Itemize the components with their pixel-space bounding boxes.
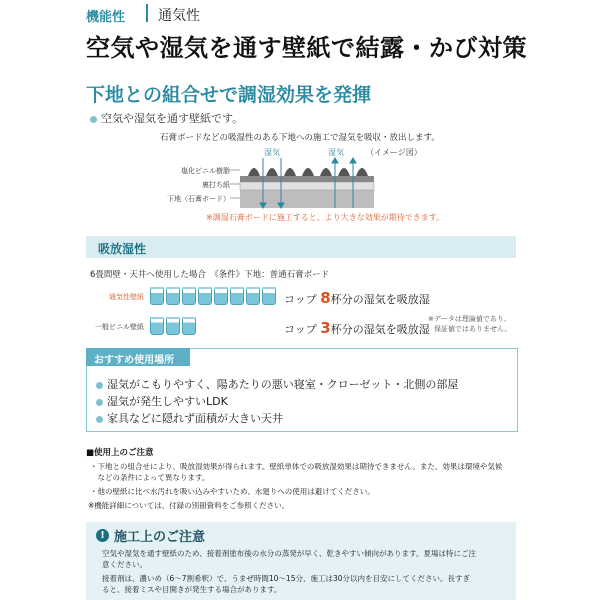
recommend-item-text: 家具などに隠れず面積が大きい天井 [107, 412, 283, 425]
diagram-note: ※調湿石膏ボードに施工すると、より大きな効果が期待できます。 [206, 213, 445, 222]
bullet-text: 空気や湿気を通す壁紙です。 [101, 112, 244, 125]
recommend-item-text: 湿気がこもりやすく、陽あたりの悪い寝室・クローゼット・北側の部屋 [107, 378, 459, 391]
bullet-dot-icon [96, 399, 103, 406]
cup-icon [246, 289, 260, 305]
data-note-line2: 保証値ではありません。 [434, 325, 512, 333]
cup-icon [150, 319, 164, 335]
cup-row-vinyl [150, 316, 210, 336]
page-title: 空気や湿気を通す壁紙で結露・かび対策 [86, 34, 527, 62]
bullet-dot-icon [96, 416, 103, 423]
cup-icon [166, 319, 180, 335]
usage-line: ・他の壁紙に比べ水汚れを吸い込みやすいため、水廻りへの使用は避けてください。 [90, 487, 375, 496]
result-text-pre: コップ [284, 323, 317, 336]
absorption-section-bar [86, 236, 516, 258]
row-label-breathable: 通気性壁紙 [109, 293, 144, 301]
absorption-heading: 吸放湿性 [98, 242, 147, 256]
cup-icon [214, 289, 228, 305]
diagram-caption: 石膏ボードなどの吸湿性のある下地への施工で湿気を吸収・放出します。 [160, 133, 440, 143]
exclamation-icon: ! [96, 529, 109, 542]
usage-line: ※機能詳細については、付録の別冊資料をご参照ください。 [88, 501, 290, 510]
bullet-item [90, 110, 243, 126]
caution-title: 施工上のご注意 [114, 530, 206, 545]
wallpaper-diagram [230, 156, 380, 214]
result-text-post: 杯分の湿気を吸放湿 [330, 323, 430, 336]
vapor-label-right: 湿気 [328, 148, 344, 157]
absorption-condition: 6畳間壁・天井へ使用した場合 《条件》下地：普通石膏ボード [90, 270, 330, 280]
caution-line: 接着剤は、濃いめ（6～7割希釈）で、うまぜ時間10～15分、施工は30分以内を目安にしてください。長すぎ [102, 574, 471, 583]
image-note: （イメージ図） [366, 148, 422, 157]
bullet-dot-icon [96, 382, 103, 389]
cup-icon [262, 289, 276, 305]
usage-line: などの条件によって異なります。 [90, 473, 210, 482]
data-note [428, 314, 511, 334]
bullet-dot-icon [90, 116, 97, 123]
caution-line: 意ください。 [102, 560, 147, 569]
cup-icon [198, 289, 212, 305]
cup-icon [150, 289, 164, 305]
cup-row-breathable [150, 286, 280, 306]
recommend-item [96, 410, 283, 426]
cup-icon [182, 319, 196, 335]
result-breathable [284, 289, 430, 307]
recommend-item [96, 376, 458, 392]
caution-line: ると、接着ミスや目開きが発生する場合があります。 [102, 585, 282, 594]
data-note-line1: ※データは理論値であり、 [428, 315, 511, 323]
result-text-pre: コップ [284, 293, 317, 306]
cup-icon [230, 289, 244, 305]
recommend-item-text: 湿気が発生しやすいLDK [107, 395, 228, 408]
section-heading: 下地との組合せで調湿効果を発揮 [86, 84, 372, 106]
row-label-vinyl: 一般ビニル壁紙 [95, 323, 144, 331]
recommend-item [96, 393, 228, 409]
layer-label-backing: 裏打ち紙 [202, 181, 230, 189]
usage-title: ■使用上のご注意 [86, 448, 154, 458]
cup-icon [166, 289, 180, 305]
result-vinyl [284, 319, 430, 337]
category-label: 機能性 [86, 10, 126, 25]
vapor-label-left: 湿気 [264, 148, 280, 157]
cup-icon [182, 289, 196, 305]
result-text-post: 杯分の湿気を吸放湿 [330, 293, 430, 306]
result-number: 3 [320, 319, 331, 337]
recommend-tab-label: おすすめ使用場所 [94, 355, 175, 366]
layer-label-vinyl: 塩化ビニル樹脂 [181, 167, 230, 175]
result-number: 8 [320, 289, 331, 307]
layer-label-board: 下地（石膏ボード） [167, 195, 230, 203]
caution-line: 空気や湿気を通す壁紙のため、接着剤塗布後の水分の蒸発が早く、乾きやすい傾向があります。夏場は特にご注 [102, 549, 476, 558]
header-divider [146, 4, 148, 22]
usage-line: ・下地との組合せにより、吸放湿効果が得られます。壁紙単体での吸放湿効果は期待できません。また、効果は環境や気候 [90, 462, 503, 471]
subtitle: 通気性 [158, 8, 200, 24]
recommend-tab [86, 348, 190, 366]
